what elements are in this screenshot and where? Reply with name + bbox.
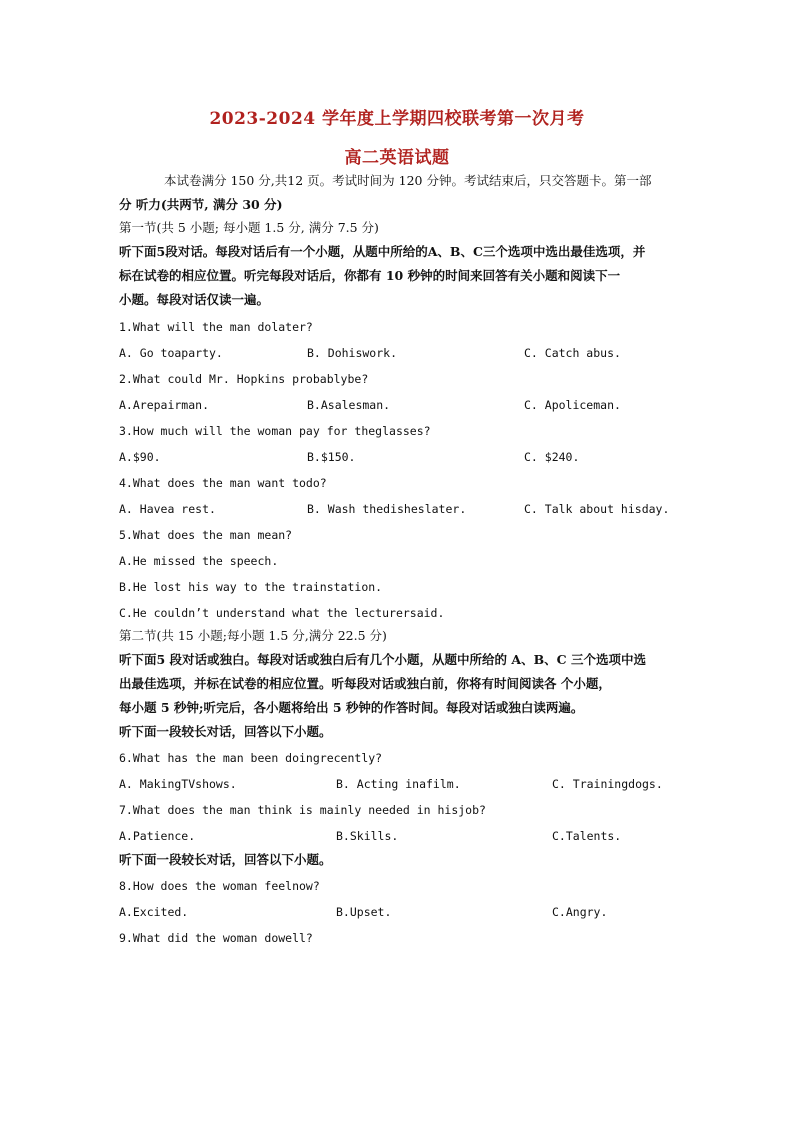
q4-option-a[interactable]: A. Havea rest. (119, 502, 216, 516)
q8-option-c[interactable]: C.Angry. (552, 905, 608, 919)
section2-prompt-2: 听下面一段较长对话，回答以下小题。 (119, 852, 332, 867)
q7-option-b[interactable]: B.Skills. (336, 829, 399, 843)
section2-heading: 第二节(共 15 小题;每小题 1.5 分,满分 22.5 分) (119, 628, 387, 643)
q3-option-c[interactable]: C. $240. (524, 450, 580, 464)
section2-instructions-2: 出最佳选项，并标在试卷的相应位置。听每段对话或独白前，你将有时间阅读各 个小题， (119, 676, 611, 691)
question-3: 3.How much will the woman pay for theglasses? (119, 424, 431, 438)
q7-option-a[interactable]: A.Patience. (119, 829, 196, 843)
exam-subtitle: 高二英语试题 (344, 148, 450, 168)
question-4: 4.What does the man want todo? (119, 476, 327, 490)
section2-instructions-3: 每小题 5 秒钟;听完后，各小题将给出 5 秒钟的作答时间。每段对话或独白读两遍。 (119, 700, 584, 715)
q1-option-c[interactable]: C. Catch abus. (524, 346, 621, 360)
q2-option-c[interactable]: C. Apoliceman. (524, 398, 621, 412)
question-8: 8.How does the woman feelnow? (119, 879, 320, 893)
section1-instructions-3: 小题。每段对话仅读一遍。 (119, 292, 270, 307)
question-7: 7.What does the man think is mainly needed in hisjob? (119, 803, 486, 817)
q4-option-b[interactable]: B. Wash thedisheslater. (307, 502, 467, 516)
q5-option-a[interactable]: A.He missed the speech. (119, 554, 279, 568)
q3-option-b[interactable]: B.$150. (307, 450, 356, 464)
question-1: 1.What will the man dolater? (119, 320, 313, 334)
q5-option-c[interactable]: C.He couldn’t understand what the lecturersaid. (119, 606, 445, 620)
section1-instructions-2: 标在试卷的相应位置。听完每段对话后，你都有 10 秒钟的时间来回答有关小题和阅读下一 (119, 268, 621, 283)
exam-title: 2023-2024 学年度上学期四校联考第一次月考 (209, 109, 585, 129)
question-5: 5.What does the man mean? (119, 528, 293, 542)
question-2: 2.What could Mr. Hopkins probablybe? (119, 372, 369, 386)
question-6: 6.What has the man been doingrecently? (119, 751, 383, 765)
q2-option-b[interactable]: B.Asalesman. (307, 398, 391, 412)
section1-instructions-1: 听下面5段对话。每段对话后有一个小题，从题中所给的A、B、C三个选项中选出最佳选项，并 (119, 244, 646, 259)
q6-option-c[interactable]: C. Trainingdogs. (552, 777, 663, 791)
section2-instructions-1: 听下面5 段对话或独白。每段对话或独白后有几个小题，从题中所给的 A、B、C 三个选项中选 (119, 652, 646, 667)
q6-option-a[interactable]: A. MakingTVshows. (119, 777, 237, 791)
q1-option-a[interactable]: A. Go toaparty. (119, 346, 223, 360)
q4-option-c[interactable]: C. Talk about hisday. (524, 502, 670, 516)
intro-line-1: 本试卷满分 150 分,共12 页。考试时间为 120 分钟。考试结束后，只交答题卡。第一部 (164, 173, 652, 188)
q1-option-b[interactable]: B. Dohiswork. (307, 346, 398, 360)
q7-option-c[interactable]: C.Talents. (552, 829, 622, 843)
q8-option-a[interactable]: A.Excited. (119, 905, 189, 919)
section2-prompt-1: 听下面一段较长对话，回答以下小题。 (119, 724, 332, 739)
q2-option-a[interactable]: A.Arepairman. (119, 398, 210, 412)
question-9: 9.What did the woman dowell? (119, 931, 313, 945)
q8-option-b[interactable]: B.Upset. (336, 905, 392, 919)
q5-option-b[interactable]: B.He lost his way to the trainstation. (119, 580, 383, 594)
q3-option-a[interactable]: A.$90. (119, 450, 161, 464)
q6-option-b[interactable]: B. Acting inafilm. (336, 777, 461, 791)
intro-line-2: 分 听力(共两节, 满分 30 分) (119, 197, 283, 212)
section1-heading: 第一节(共 5 小题; 每小题 1.5 分, 满分 7.5 分) (119, 220, 379, 235)
